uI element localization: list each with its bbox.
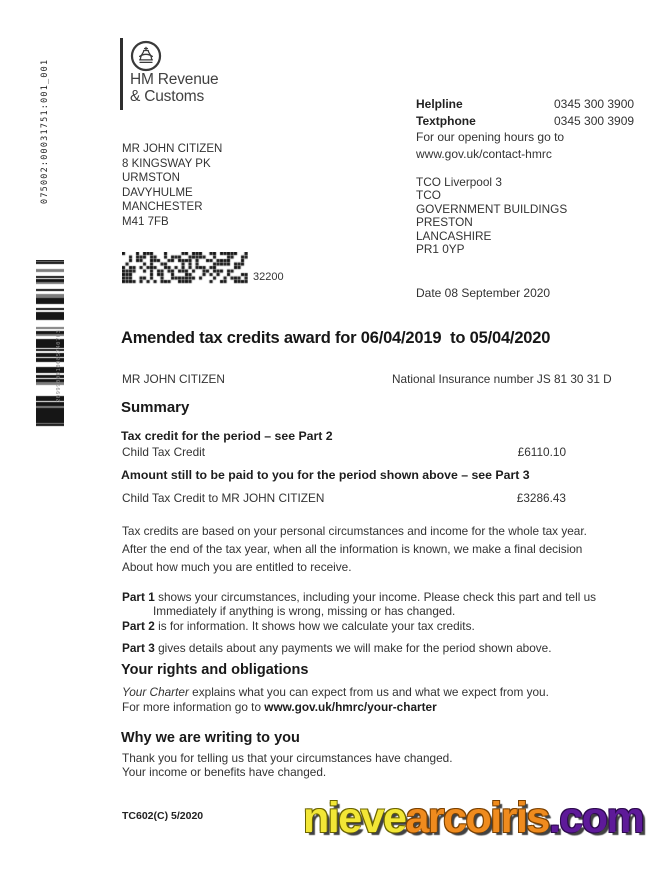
print-reference-vertical: 075002:00031751:001_001 — [40, 58, 50, 204]
part2-line — [122, 619, 475, 633]
summary-row1-label: Child Tax Credit — [122, 445, 206, 459]
summary-heading: Summary — [121, 399, 190, 416]
more-info-prefix: For more information go to — [122, 700, 265, 714]
letter-date: Date 08 September 2020 — [416, 286, 551, 300]
charter-text: explains what you can expect from us and what we expect from you. — [188, 685, 549, 699]
why-line1: Thank you for telling us that your circumstances have changed. — [122, 751, 453, 765]
data-matrix-barcode — [122, 252, 248, 284]
intro-line: About how much you are entitled to receive. — [122, 560, 352, 574]
office-address-line: TCO Liverpool 3 — [416, 175, 502, 189]
part1-line2: Immediately if anything is wrong, missing or has changed. — [153, 604, 456, 618]
helpline-number: 0345 300 3900 — [554, 97, 635, 111]
claimant-name: MR JOHN CITIZEN — [122, 372, 225, 386]
summary-row1 — [122, 445, 566, 459]
logo-divider-bar — [120, 38, 123, 110]
part1-label: Part 1 — [122, 590, 155, 604]
rights-heading: Your rights and obligations — [121, 662, 309, 678]
helpline-label: Helpline — [416, 97, 463, 111]
part3-label: Part 3 — [122, 641, 155, 655]
logo-text-line1: HM Revenue — [130, 71, 219, 88]
charter-url: www.gov.uk/hmrc/your-charter — [264, 700, 437, 714]
more-info-line — [122, 700, 437, 714]
part3-text: gives details about any payments we will make for the period shown above. — [154, 641, 552, 655]
textphone-number: 0345 300 3909 — [554, 113, 635, 128]
summary-row1-amount: £6110.10 — [517, 445, 566, 459]
office-address-line: LANCASHIRE — [416, 228, 492, 243]
office-address-line: PR1 0YP — [416, 242, 465, 257]
part1-line1 — [122, 590, 596, 604]
office-address-line: PRESTON — [416, 215, 473, 230]
opening-hours-text: For our opening hours go to — [416, 130, 565, 144]
recipient-address-line: 8 KINGSWAY PK — [122, 157, 211, 170]
ni-number-line: National Insurance number JS 81 30 31 D — [392, 372, 612, 386]
charter-line — [122, 685, 549, 699]
recipient-address-line: DAVYHULME — [122, 186, 193, 199]
recipient-address-line: URMSTON — [122, 172, 180, 185]
summary-row2 — [122, 491, 566, 505]
hmrc-logo — [130, 72, 218, 105]
part1-text: shows your circumstances, including your income. Please check this part and tell us — [154, 590, 597, 604]
part2-label: Part 2 — [122, 619, 155, 633]
form-reference: TC602(C) 5/2020 — [122, 810, 204, 822]
side-barcode-number: 2099900010085740703 — [56, 329, 62, 402]
contact-url: www.gov.uk/contact-hmrc — [416, 146, 552, 161]
contact-block — [416, 96, 634, 162]
intro-line: After the end of the tax year, when all the information is known, we make a final decision — [122, 542, 583, 556]
letter-title: Amended tax credits award for 06/04/2019 to 05/04/2020 — [121, 329, 551, 347]
watermark-part2: arcoiris — [405, 794, 549, 842]
batch-number: 32200 — [253, 271, 284, 283]
summary-row2-label: Child Tax Credit to MR JOHN CITIZEN — [122, 491, 325, 505]
recipient-address-line: MR JOHN CITIZEN — [122, 143, 223, 155]
watermark — [303, 794, 643, 843]
office-address — [416, 176, 567, 256]
recipient-address — [122, 142, 222, 230]
why-line2: Your income or benefits have changed. — [122, 765, 327, 779]
part2-text: is for information. It shows how we calculate your tax credits. — [154, 619, 475, 633]
recipient-address-line: M41 7FB — [122, 215, 169, 228]
textphone-label: Textphone — [416, 113, 476, 128]
intro-line: Tax credits are based on your personal circumstances and income for the whole tax year. — [122, 524, 587, 538]
textphone-row — [416, 113, 634, 130]
crown-icon — [129, 39, 163, 73]
office-address-line: GOVERNMENT BUILDINGS — [416, 201, 568, 216]
watermark-part3: .com — [548, 794, 644, 842]
charter-name: Your Charter — [122, 685, 189, 699]
logo-text-line2: & Customs — [130, 87, 204, 105]
why-heading: Why we are writing to you — [121, 730, 300, 746]
summary-row1-heading: Tax credit for the period – see Part 2 — [121, 429, 333, 443]
watermark-part1: nieve — [303, 794, 406, 842]
recipient-address-line: MANCHESTER — [122, 201, 203, 214]
part3-line — [122, 641, 552, 655]
summary-row2-amount: £3286.43 — [516, 491, 566, 505]
office-address-line: TCO — [416, 188, 441, 203]
summary-row2-heading: Amount still to be paid to you for the period shown above – see Part 3 — [121, 468, 530, 482]
helpline-row — [416, 96, 634, 113]
intro-paragraph — [122, 522, 587, 576]
